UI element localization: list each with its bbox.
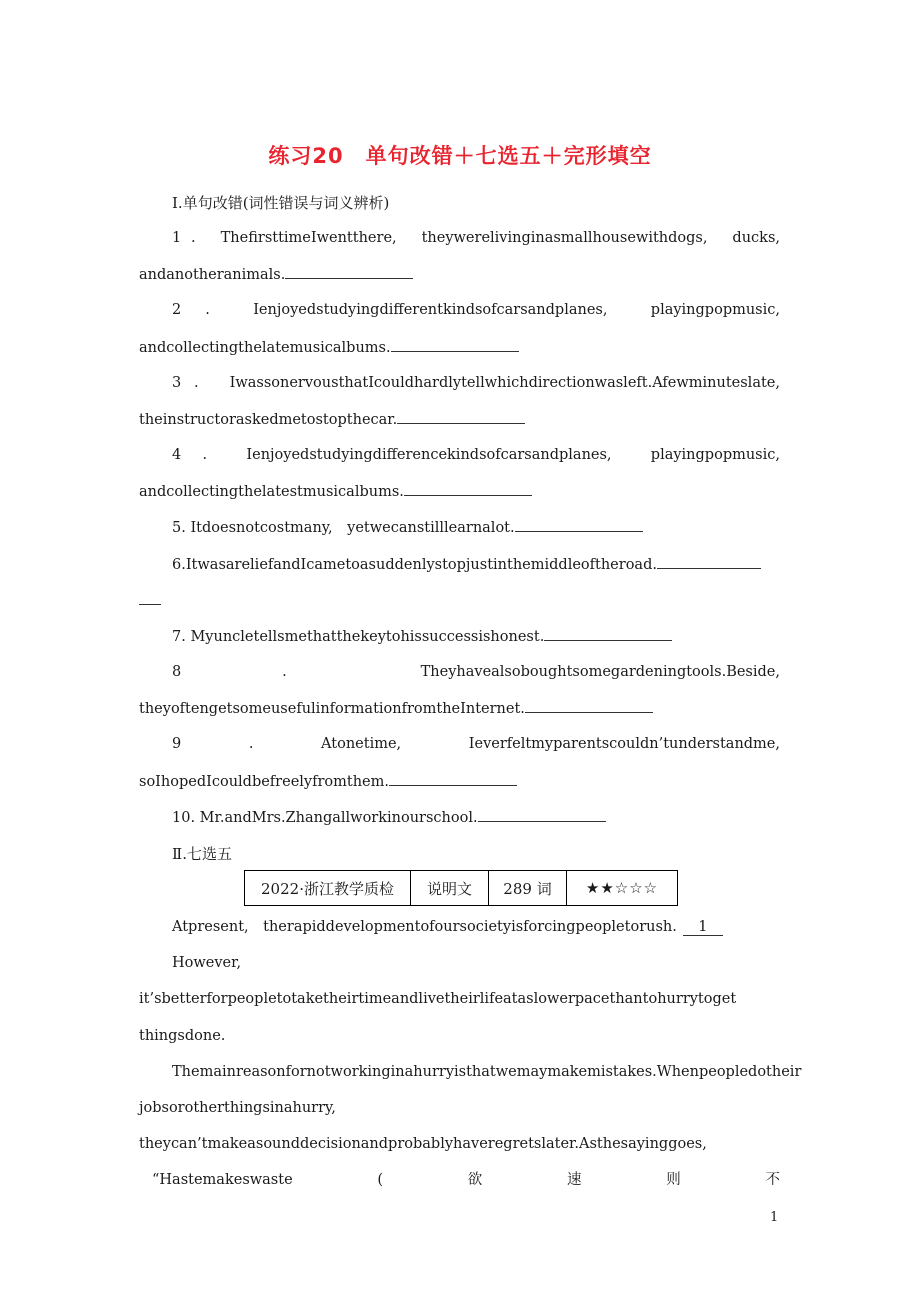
exercise-4-line-1: 4 . Ienjoyedstudyingdifferencekindsofcarsandplanes, playingpopmusic, — [172, 447, 780, 463]
exercise-6-line-2 — [139, 590, 780, 611]
passage-para1-line2: However, — [172, 955, 242, 971]
exercise-3-line-1: 3 . IwassonervousthatIcouldhardlytellwhichdirectionwasleft.Afewminuteslate, — [172, 375, 780, 391]
page-number: 1 — [770, 1210, 779, 1225]
passage-source: 2022·浙江教学质检 — [245, 871, 411, 906]
passage-para2-line3: theycan’tmakeasounddecisionandprobablyhaveregretslater.Asthesayinggoes, — [139, 1136, 707, 1152]
answer-blank-1[interactable] — [285, 264, 413, 279]
passage-para1-line4: thingsdone. — [139, 1028, 226, 1044]
exercise-2-line-1: 2 . Ienjoyedstudyingdifferentkindsofcarsandplanes, playingpopmusic, — [172, 302, 780, 318]
answer-blank-7[interactable] — [544, 626, 672, 641]
answer-blank-6[interactable] — [657, 554, 761, 569]
exercise-8-line-2: theyoftengetsomeusefulinformationfromtheInternet. — [139, 698, 780, 719]
passage-info-table — [244, 870, 678, 906]
exercise-10-line-1: 10. Mr.andMrs.Zhangallworkinourschool. — [172, 807, 780, 828]
exercise-1-line-1: 1 . TheﬁrsttimeIwentthere, theywerelivinginasmallhousewithdogs, ducks, — [172, 230, 780, 246]
exercise-1-line-2: andanotheranimals. — [139, 264, 780, 285]
passage-para1-line3: it’sbetterforpeopletotaketheirtimeandlivetheirlifeataslowerpacethantohurrytoget — [139, 991, 737, 1007]
page-title: 练习20 单句改错＋七选五＋完形填空 — [268, 144, 652, 168]
answer-blank-9[interactable] — [389, 771, 517, 786]
answer-blank-3[interactable] — [397, 409, 525, 424]
answer-blank-10[interactable] — [478, 807, 606, 822]
passage-para2-line2: jobsorotherthingsinahurry, — [139, 1100, 336, 1116]
answer-slot-1[interactable]: 1 — [683, 919, 723, 936]
passage-para2-line1: Themainreasonfornotworkinginahurryisthatwemaymakemistakes.Whenpeopledotheir — [172, 1064, 802, 1080]
answer-blank-6-continued[interactable] — [139, 590, 161, 605]
exercise-3-line-2: theinstructoraskedmetostopthecar. — [139, 409, 780, 430]
exercise-8-line-1: 8 . Theyhavealsoboughtsomegardeningtools.Beside, — [172, 664, 780, 680]
exercise-5-line-1: 5. Itdoesnotcostmany, yetwecanstilllearnalot. — [172, 517, 780, 538]
section-1-heading: Ⅰ.单句改错(词性错误与词义辨析) — [172, 194, 390, 212]
answer-blank-8[interactable] — [525, 698, 653, 713]
exercise-6-line-1: 6.ItwasareliefandIcametoasuddenlystopjustinthemiddleoftheroad. — [172, 554, 780, 575]
passage-para2-line4: “Hastemakeswaste ( 欲 速 则 不 — [152, 1172, 780, 1188]
section-2-heading: Ⅱ.七选五 — [172, 845, 232, 863]
passage-para1-line1: Atpresent, therapiddevelopmentofoursocietyisforcingpeopletorush. 1 — [172, 917, 780, 937]
exercise-2-line-2: andcollectingthelatemusicalbums. — [139, 337, 780, 358]
exercise-7-line-1: 7. Myuncletellsmethatthekeytohissuccessishonest. — [172, 626, 780, 647]
answer-blank-2[interactable] — [391, 337, 519, 352]
exercise-9-line-1: 9 . Atonetime, Ieverfeltmyparentscouldn’tunderstandme, — [172, 736, 780, 752]
passage-difficulty-stars: ★★☆☆☆ — [567, 871, 678, 906]
answer-blank-5[interactable] — [515, 517, 643, 532]
answer-blank-4[interactable] — [404, 481, 532, 496]
passage-genre: 说明文 — [411, 871, 489, 906]
passage-word-count: 289 词 — [489, 871, 567, 906]
exercise-9-line-2: soIhopedIcouldbefreelyfromthem. — [139, 771, 780, 792]
exercise-4-line-2: andcollectingthelatestmusicalbums. — [139, 481, 780, 502]
